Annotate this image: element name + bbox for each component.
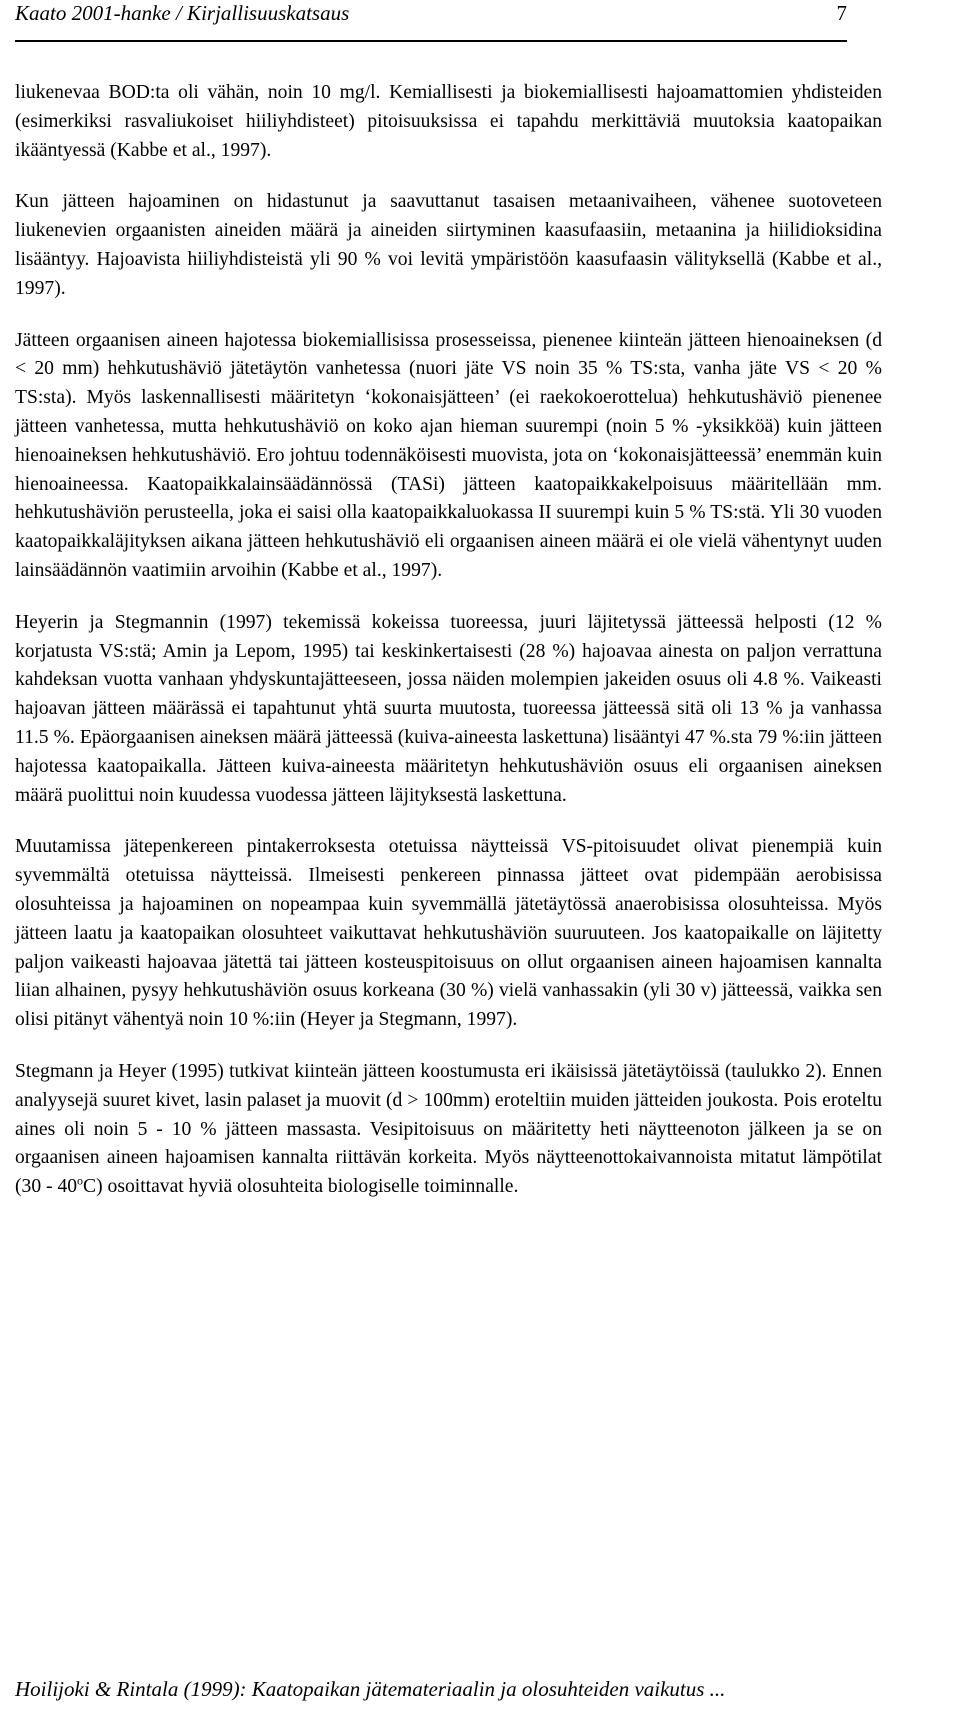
document-body bbox=[15, 79, 882, 1225]
header-title: Kaato 2001-hanke / Kirjallisuuskatsaus bbox=[15, 1, 350, 25]
degree-superscript: o bbox=[77, 1173, 84, 1188]
paragraph-3: Jätteen orgaanisen aineen hajotessa biokemiallisissa prosesseissa, pienenee kiinteän jätteen hienoaineksen (d < 20 mm) hehkutushäviö jätetäytön vanhetessa (nuori jäte VS noin 35 % TS:sta, vanha jäte VS < 20 % TS:sta). Myös laskennallisesti määritetyn ‘kokonaisjätteen’ (ei raekokoerottelua) hehkutushäviö pienenee jätteen vanhetessa, mutta hehkutushäviö on koko ajan hieman suurempi (noin 5 % -yksikköä) kuin jätteen hienoaineksen hehkutushäviö. Ero johtuu todennäköisesti muovista, jota on ‘kokonaisjätteessä’ enemmän kuin hienoaineessa. Kaatopaikkalainsäädännössä (TASi) jätteen kaatopaikkakelpoisuus määritellään mm. hehkutushäviön perusteella, joka ei saisi olla kaatopaikkaluokassa II suurempi kuin 5 % TS:stä. Yli 30 vuoden kaatopaikkaläjityksen aikana jätteen hehkutushäviö eli orgaanisen aineen määrä ei ole vielä vähentynyt uuden lainsäädännön vaatimiin arvoihin (Kabbe et al., 1997). bbox=[15, 329, 882, 581]
page-header bbox=[15, 0, 847, 42]
paragraph-6-text: Stegmann ja Heyer (1995) tutkivat kiinteän jätteen koostumusta eri ikäisissä jätetäytöissä (taulukko 2). Ennen analyysejä suuret kivet, lasin palaset ja muovit (d > 100mm) eroteltiin muiden jätteiden joukosta. Pois eroteltu aines oli noin 5 - 10 % jätteen massasta. Vesipitoisuus on määritetty heti näytteenoton jälkeen ja se on orgaanisen aineen hajoamisen kannalta riittävän korkeita. Myös näytteenottokaivannoista mitatut lämpötilat (30 - 40 bbox=[15, 1060, 882, 1198]
page-footer: Hoilijoki & Rintala (1999): Kaatopaikan jätemateriaalin ja olosuhteiden vaikutus ... bbox=[15, 1677, 726, 1701]
paragraph-6 bbox=[15, 1058, 882, 1202]
page-number: 7 bbox=[836, 1, 847, 25]
paragraph-2: Kun jätteen hajoaminen on hidastunut ja saavuttanut tasaisen metaanivaiheen, vähenee suotoveteen liukenevien orgaanisten aineiden määrä ja aineiden siirtyminen kaasufaasiin, metaanina ja hiilidioksidina lisääntyy. Hajoavista hiiliyhdisteistä yli 90 % voi levitä ympäristöön kaasufaasin välityksellä (Kabbe et al., 1997). bbox=[15, 191, 882, 299]
paragraph-5: Muutamissa jätepenkereen pintakerroksesta otetuissa näytteissä VS-pitoisuudet olivat pienempiä kuin syvemmältä otetuissa näytteissä. Ilmeisesti penkereen pinnassa jätteet ovat pidempään aerobisissa olosuhteissa ja hajoaminen on nopeampaa kuin syvemmällä jätetäytössä anaerobisissa olosuhteissa. Myös jätteen laatu ja kaatopaikan olosuhteet vaikuttavat hehkutushäviön suuruuteen. Jos kaatopaikalle on läjitetty paljon vaikeasti hajoavaa jätettä tai jätteen kosteuspitoisuus on ollut orgaanisen aineen hajoamisen kannalta liian alhainen, pysyy hehkutushäviön osuus korkeana (30 %) vielä vanhassakin (yli 30 v) jätteessä, vaikka sen olisi pitänyt vähentyä noin 10 %:iin (Heyer ja Stegmann, 1997). bbox=[15, 836, 882, 1031]
paragraph-6-tail: C) osoittavat hyviä olosuhteita biologiselle toiminnalle. bbox=[83, 1176, 519, 1198]
paragraph-4: Heyerin ja Stegmannin (1997) tekemissä kokeissa tuoreessa, juuri läjitetyssä jätteessä helposti (12 % korjatusta VS:stä; Amin ja Lepom, 1995) tai keskinkertaisesti (28 %) hajoavaa ainesta on paljon verrattuna kahdeksan vuotta vanhaan yhdyskuntajätteeseen, jossa näiden molempien jakeiden osuus oli 4.8 %. Vaikeasti hajoavan jätteen määrässä ei tapahtunut yhtä suurta muutosta, tuoreessa jätteessä sitä oli 13 % ja vanhassa 11.5 %. Epäorgaanisen aineksen määrä jätteessä (kuiva-aineesta laskettuna) lisääntyi 47 %.sta 79 %:iin jätteen hajotessa kaatopaikalla. Jätteen kuiva-aineesta määritetyn hehkutushäviön osuus eli orgaanisen aineksen määrä puolittui noin kuudessa vuodessa jätteen läjityksestä laskettuna. bbox=[15, 611, 882, 806]
paragraph-1: liukenevaa BOD:ta oli vähän, noin 10 mg/l. Kemiallisesti ja biokemiallisesti hajoamattomien yhdisteiden (esimerkiksi rasvaliukoiset hiiliyhdisteet) pitoisuuksissa ei tapahdu merkittäviä muutoksia kaatopaikan ikääntyessä (Kabbe et al., 1997). bbox=[15, 82, 882, 161]
